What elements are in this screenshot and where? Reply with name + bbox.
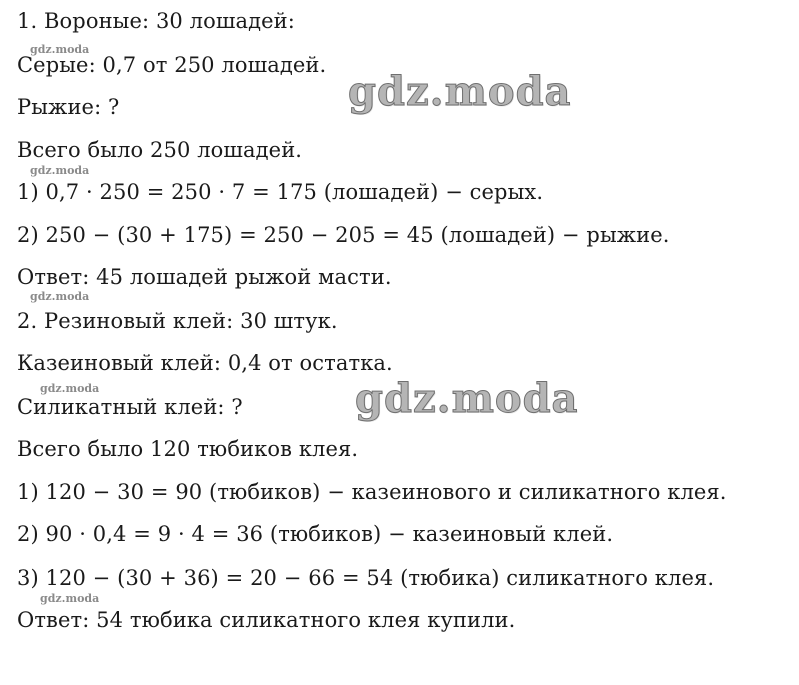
- problem1-given-black-horses: 1. Вороные: 30 лошадей:: [17, 9, 295, 33]
- problem2-answer: Ответ: 54 тюбика силикатного клея купили.: [17, 608, 516, 632]
- watermark-small: gdz.moda: [30, 164, 90, 177]
- problem2-given-casein-glue: Казеиновый клей: 0,4 от остатка.: [17, 351, 393, 375]
- watermark-small: gdz.moda: [40, 382, 100, 395]
- problem2-step2: 2) 90 · 0,4 = 9 · 4 = 36 (тюбиков) − казеиновый клей.: [17, 522, 614, 546]
- problem1-given-gray-horses: Серые: 0,7 от 250 лошадей.: [17, 53, 327, 77]
- problem2-total: Всего было 120 тюбиков клея.: [17, 437, 359, 461]
- watermark-large: gdz.moda: [348, 68, 572, 115]
- problem1-answer: Ответ: 45 лошадей рыжой масти.: [17, 265, 392, 289]
- problem2-step3: 3) 120 − (30 + 36) = 20 − 66 = 54 (тюбика) силикатного клея.: [17, 566, 715, 590]
- watermark-small: gdz.moda: [40, 592, 100, 605]
- problem1-step2: 2) 250 − (30 + 175) = 250 − 205 = 45 (лошадей) − рыжие.: [17, 223, 670, 247]
- problem2-step1: 1) 120 − 30 = 90 (тюбиков) − казеинового и силикатного клея.: [17, 480, 727, 504]
- problem2-given-rubber-glue: 2. Резиновый клей: 30 штук.: [17, 309, 338, 333]
- problem2-given-silicate-glue: Силикатный клей: ?: [17, 395, 243, 419]
- problem1-given-red-horses: Рыжие: ?: [17, 95, 120, 119]
- problem1-total: Всего было 250 лошадей.: [17, 138, 303, 162]
- problem1-step1: 1) 0,7 · 250 = 250 · 7 = 175 (лошадей) − серых.: [17, 180, 544, 204]
- watermark-large: gdz.moda: [355, 375, 579, 422]
- watermark-small: gdz.moda: [30, 290, 90, 303]
- watermark-small: gdz.moda: [30, 43, 90, 56]
